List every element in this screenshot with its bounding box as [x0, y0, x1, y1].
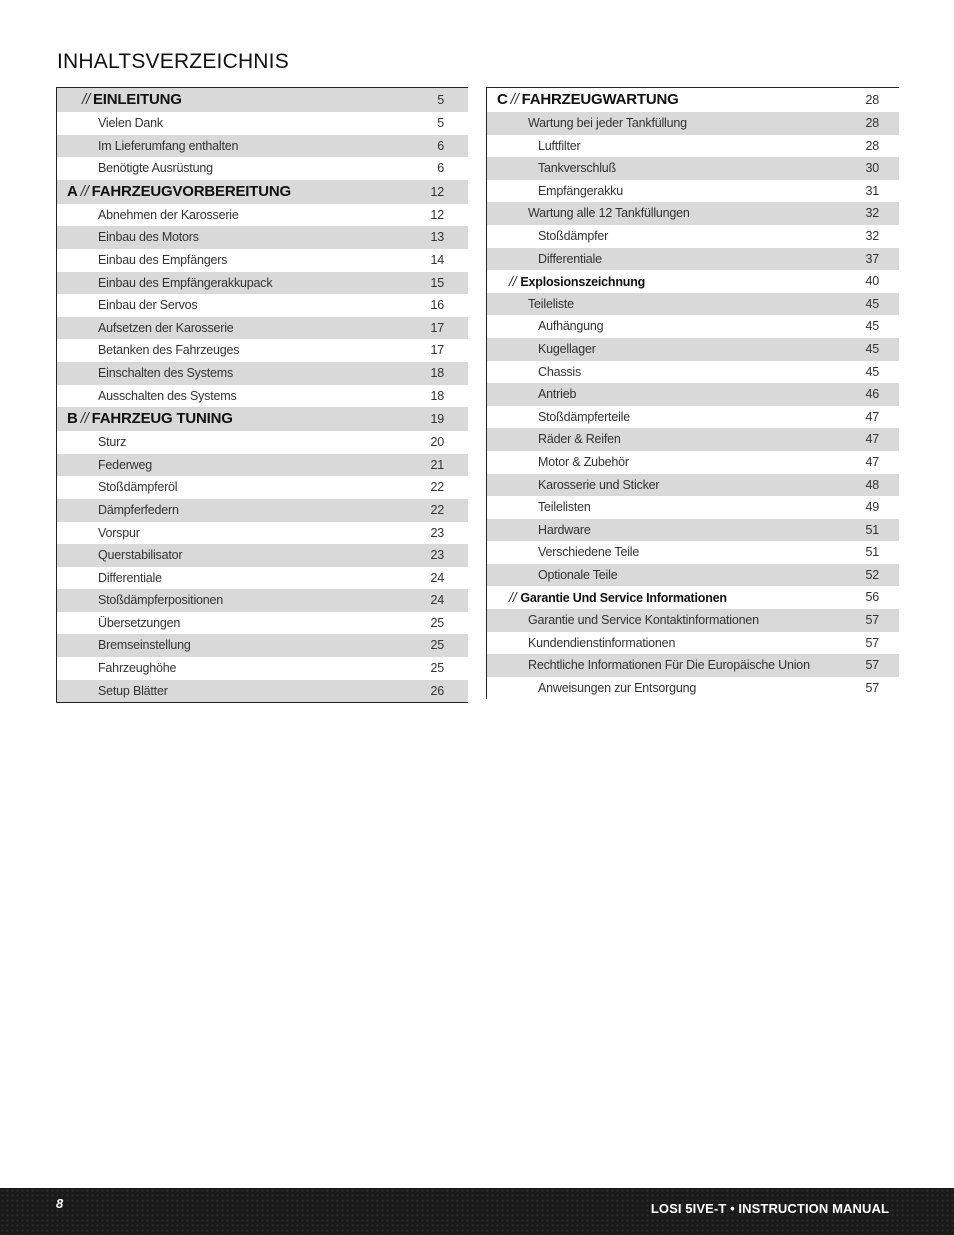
- toc-entry-label: Tankverschluß: [538, 161, 616, 176]
- toc-entry[interactable]: [57, 226, 468, 249]
- section-separator: //: [82, 91, 90, 108]
- toc-entry[interactable]: [57, 204, 468, 227]
- toc-page-number: 13: [430, 230, 444, 245]
- toc-entry[interactable]: [487, 315, 899, 338]
- toc-entry-label: Verschiedene Teile: [538, 545, 640, 560]
- toc-entry-label: Hardware: [538, 522, 591, 537]
- page-number: 8: [56, 1196, 64, 1211]
- toc-page-number: 23: [430, 548, 444, 563]
- toc-entry[interactable]: [487, 112, 899, 135]
- toc-entry[interactable]: [487, 654, 899, 677]
- toc-page-number: 32: [865, 228, 879, 243]
- toc-entry-label: Kundendienstinformationen: [528, 635, 676, 650]
- toc-entry[interactable]: [487, 225, 899, 248]
- toc-entry[interactable]: [487, 293, 899, 316]
- toc-entry-label: Aufsetzen der Karosserie: [98, 320, 234, 335]
- toc-entry-label: Federweg: [98, 457, 152, 472]
- toc-entry-label: Motor & Zubehör: [538, 454, 629, 469]
- page-footer: [0, 1188, 954, 1235]
- toc-page-number: 22: [430, 480, 444, 495]
- toc-entry[interactable]: [57, 567, 468, 590]
- toc-section-heading[interactable]: [57, 407, 468, 431]
- toc-page-number: 6: [437, 138, 444, 153]
- toc-page-number: 5: [437, 116, 444, 130]
- subheading-title: Explosionszeichnung: [520, 275, 646, 290]
- toc-entry-label: Karosserie und Sticker: [538, 477, 660, 492]
- toc-page-number: 24: [430, 593, 444, 608]
- toc-entry[interactable]: [57, 294, 468, 317]
- toc-entry[interactable]: [57, 135, 468, 158]
- toc-entry[interactable]: [487, 248, 899, 271]
- toc-page-number: 28: [865, 116, 879, 130]
- section-title: FAHRZEUG TUNING: [91, 410, 233, 428]
- toc-entry[interactable]: [487, 609, 899, 632]
- toc-subheading[interactable]: [487, 270, 899, 293]
- toc-page-number: 57: [865, 635, 879, 650]
- toc-entry[interactable]: [57, 339, 468, 362]
- toc-entry-label: Teilelisten: [538, 500, 591, 515]
- toc-entry[interactable]: [57, 431, 468, 454]
- toc-entry-label: Übersetzungen: [98, 615, 181, 630]
- toc-entry-label: Stoßdämpferteile: [538, 409, 630, 424]
- toc-section-heading[interactable]: [57, 180, 468, 204]
- toc-entry[interactable]: [487, 406, 899, 429]
- toc-entry[interactable]: [57, 680, 468, 704]
- toc-entry-label: Benötigte Ausrüstung: [98, 161, 213, 176]
- toc-entry-label: Differentiale: [538, 251, 602, 266]
- toc-page-number: 5: [437, 93, 444, 107]
- section-separator: //: [509, 273, 517, 290]
- toc-entry-label: Antrieb: [538, 387, 577, 402]
- toc-entry-label: Sturz: [98, 435, 127, 450]
- toc-entry[interactable]: [57, 544, 468, 567]
- toc-entry[interactable]: [487, 135, 899, 158]
- toc-page-number: 23: [430, 525, 444, 540]
- toc-entry-label: Räder & Reifen: [538, 432, 621, 447]
- toc-entry[interactable]: [487, 677, 899, 700]
- toc-entry-label: Optionale Teile: [538, 567, 618, 582]
- toc-page-number: 25: [430, 661, 444, 676]
- toc-entry[interactable]: [57, 272, 468, 295]
- toc-page-number: 45: [865, 341, 879, 356]
- toc-entry[interactable]: [487, 180, 899, 203]
- toc-entry[interactable]: [487, 519, 899, 542]
- section-separator: //: [510, 91, 519, 108]
- manual-title: LOSI 5IVE-T • INSTRUCTION MANUAL: [650, 1201, 889, 1216]
- toc-entry[interactable]: [57, 362, 468, 385]
- toc-page-number: 57: [865, 613, 879, 628]
- toc-entry-label: Chassis: [538, 364, 582, 379]
- toc-entry[interactable]: [57, 522, 468, 545]
- toc-page-number: 17: [430, 343, 444, 358]
- toc-entry-label: Im Lieferumfang enthalten: [98, 138, 239, 153]
- toc-entry-label: Fahrzeughöhe: [98, 661, 177, 676]
- toc-page-number: 17: [430, 320, 444, 335]
- toc-section-heading[interactable]: [57, 88, 468, 112]
- toc-page-number: 24: [430, 570, 444, 585]
- section-separator: //: [509, 589, 517, 606]
- section-title: EINLEITUNG: [92, 91, 182, 108]
- toc-page-number: 48: [865, 477, 879, 492]
- section-letter: A: [67, 182, 78, 200]
- toc-page-number: 40: [865, 274, 879, 289]
- toc-entry-label: Einbau des Motors: [98, 230, 199, 245]
- toc-entry-label: [497, 88, 679, 112]
- section-letter: B: [67, 410, 78, 428]
- toc-entry-label: Abnehmen der Karosserie: [98, 207, 239, 222]
- toc-page-number: 56: [865, 590, 879, 605]
- toc-entry[interactable]: [57, 249, 468, 272]
- toc-entry[interactable]: [487, 361, 899, 384]
- toc-entry-label: Wartung bei jeder Tankfüllung: [528, 116, 687, 130]
- toc-entry[interactable]: [57, 499, 468, 522]
- section-title: FAHRZEUGWARTUNG: [521, 91, 679, 108]
- toc-page-number: 57: [865, 680, 879, 695]
- toc-entry[interactable]: [487, 496, 899, 519]
- toc-entry[interactable]: [487, 564, 899, 587]
- toc-entry-label: Vielen Dank: [98, 116, 163, 130]
- toc-entry-label: [509, 270, 645, 294]
- toc-page-number: 28: [865, 138, 879, 153]
- toc-page-number: 15: [430, 275, 444, 290]
- toc-entry[interactable]: [57, 612, 468, 635]
- toc-page-number: 52: [865, 567, 879, 582]
- toc-page-number: 18: [430, 388, 444, 403]
- section-title: FAHRZEUGVORBEREITUNG: [91, 182, 291, 200]
- toc-entry-label: [509, 586, 727, 610]
- toc-entry[interactable]: [487, 632, 899, 655]
- toc-entry-label: Einschalten des Systems: [98, 365, 234, 380]
- toc-entry[interactable]: [487, 428, 899, 451]
- toc-entry-label: [79, 88, 182, 112]
- toc-entry-label: Stoßdämpferpositionen: [98, 593, 224, 608]
- toc-entry-label: Kugellager: [538, 341, 596, 356]
- toc-entry[interactable]: [487, 202, 899, 225]
- toc-entry-label: Stoßdämpferöl: [98, 480, 178, 495]
- toc-page-number: 31: [865, 183, 879, 198]
- toc-page-number: 45: [865, 296, 879, 311]
- toc-entry-label: Luftfilter: [538, 138, 581, 153]
- toc-entry-label: Garantie und Service Kontaktinformationen: [528, 613, 759, 628]
- toc-entry-label: Dämpferfedern: [98, 502, 179, 517]
- toc-entry[interactable]: [487, 157, 899, 180]
- toc-entry-label: Einbau der Servos: [98, 298, 198, 313]
- toc-right-column: [486, 87, 899, 699]
- toc-page-number: 6: [437, 161, 444, 176]
- toc-page-number: 28: [865, 93, 879, 107]
- toc-page-number: 30: [865, 161, 879, 176]
- toc-entry[interactable]: [57, 317, 468, 340]
- toc-page-number: 22: [430, 502, 444, 517]
- toc-page-number: 47: [865, 409, 879, 424]
- toc-entry[interactable]: [487, 474, 899, 497]
- toc-entry-label: Empfängerakku: [538, 183, 623, 198]
- toc-entry[interactable]: [57, 454, 468, 477]
- toc-entry-label: Anweisungen zur Entsorgung: [538, 680, 697, 695]
- section-separator: //: [80, 182, 89, 200]
- toc-entry-label: Vorspur: [98, 525, 140, 540]
- toc-page-number: 16: [430, 298, 444, 313]
- toc-page-number: 25: [430, 638, 444, 653]
- toc-entry[interactable]: [57, 157, 468, 180]
- toc-page-number: 47: [865, 454, 879, 469]
- toc-entry-label: Teileliste: [528, 296, 574, 311]
- toc-page-number: 25: [430, 615, 444, 630]
- toc-page-number: 49: [865, 500, 879, 515]
- toc-entry-label: Betanken des Fahrzeuges: [98, 343, 240, 358]
- toc-entry-label: Differentiale: [98, 570, 162, 585]
- toc-entry-label: Einbau des Empfängers: [98, 252, 228, 267]
- toc-entry[interactable]: [57, 589, 468, 612]
- toc-page-number: 51: [865, 545, 879, 560]
- toc-entry[interactable]: [487, 451, 899, 474]
- toc-left-column: [56, 87, 468, 703]
- toc-entry[interactable]: [57, 657, 468, 680]
- toc-page-number: 12: [430, 207, 444, 222]
- toc-page-number: 20: [430, 435, 444, 450]
- toc-entry-label: Wartung alle 12 Tankfüllungen: [528, 206, 690, 221]
- toc-page-number: 46: [865, 387, 879, 402]
- toc-page-number: 19: [430, 412, 444, 427]
- toc-page-number: 57: [865, 658, 879, 673]
- toc-section-heading[interactable]: [487, 88, 899, 112]
- toc-page-number: 47: [865, 432, 879, 447]
- toc-entry-label: [67, 407, 233, 431]
- toc-entry[interactable]: [57, 112, 468, 135]
- toc-page-number: 45: [865, 319, 879, 334]
- toc-entry-label: Stoßdämpfer: [538, 228, 609, 243]
- toc-page-number: 26: [430, 683, 444, 698]
- toc-entry[interactable]: [487, 338, 899, 361]
- toc-page-number: 32: [865, 206, 879, 221]
- toc-page-number: 37: [865, 251, 879, 266]
- toc-entry-label: Setup Blätter: [98, 683, 168, 698]
- toc-entry-label: [67, 180, 291, 204]
- toc-page-number: 21: [430, 457, 444, 472]
- toc-page-number: 14: [430, 252, 444, 267]
- toc-subheading[interactable]: [487, 586, 899, 609]
- toc-entry[interactable]: [57, 385, 468, 408]
- section-separator: //: [80, 410, 89, 428]
- toc-entry[interactable]: [487, 383, 899, 406]
- toc-entry-label: Rechtliche Informationen Für Die Europäische Union: [528, 658, 810, 673]
- toc-entry-label: Querstabilisator: [98, 548, 183, 563]
- toc-entry-label: Aufhängung: [538, 319, 604, 334]
- toc-page-number: 18: [430, 365, 444, 380]
- toc-page-number: 45: [865, 364, 879, 379]
- toc-entry[interactable]: [487, 541, 899, 564]
- page-title: INHALTSVERZEICHNIS: [57, 50, 289, 73]
- toc-entry[interactable]: [57, 634, 468, 657]
- section-letter: C: [497, 91, 508, 108]
- toc-entry[interactable]: [57, 476, 468, 499]
- toc-entry-label: Einbau des Empfängerakkupack: [98, 275, 273, 290]
- toc-entry-label: Bremseinstellung: [98, 638, 191, 653]
- subheading-title: Garantie Und Service Informationen: [520, 591, 727, 606]
- toc-entry-label: Ausschalten des Systems: [98, 388, 237, 403]
- toc-page-number: 51: [865, 522, 879, 537]
- toc-page-number: 12: [430, 184, 444, 199]
